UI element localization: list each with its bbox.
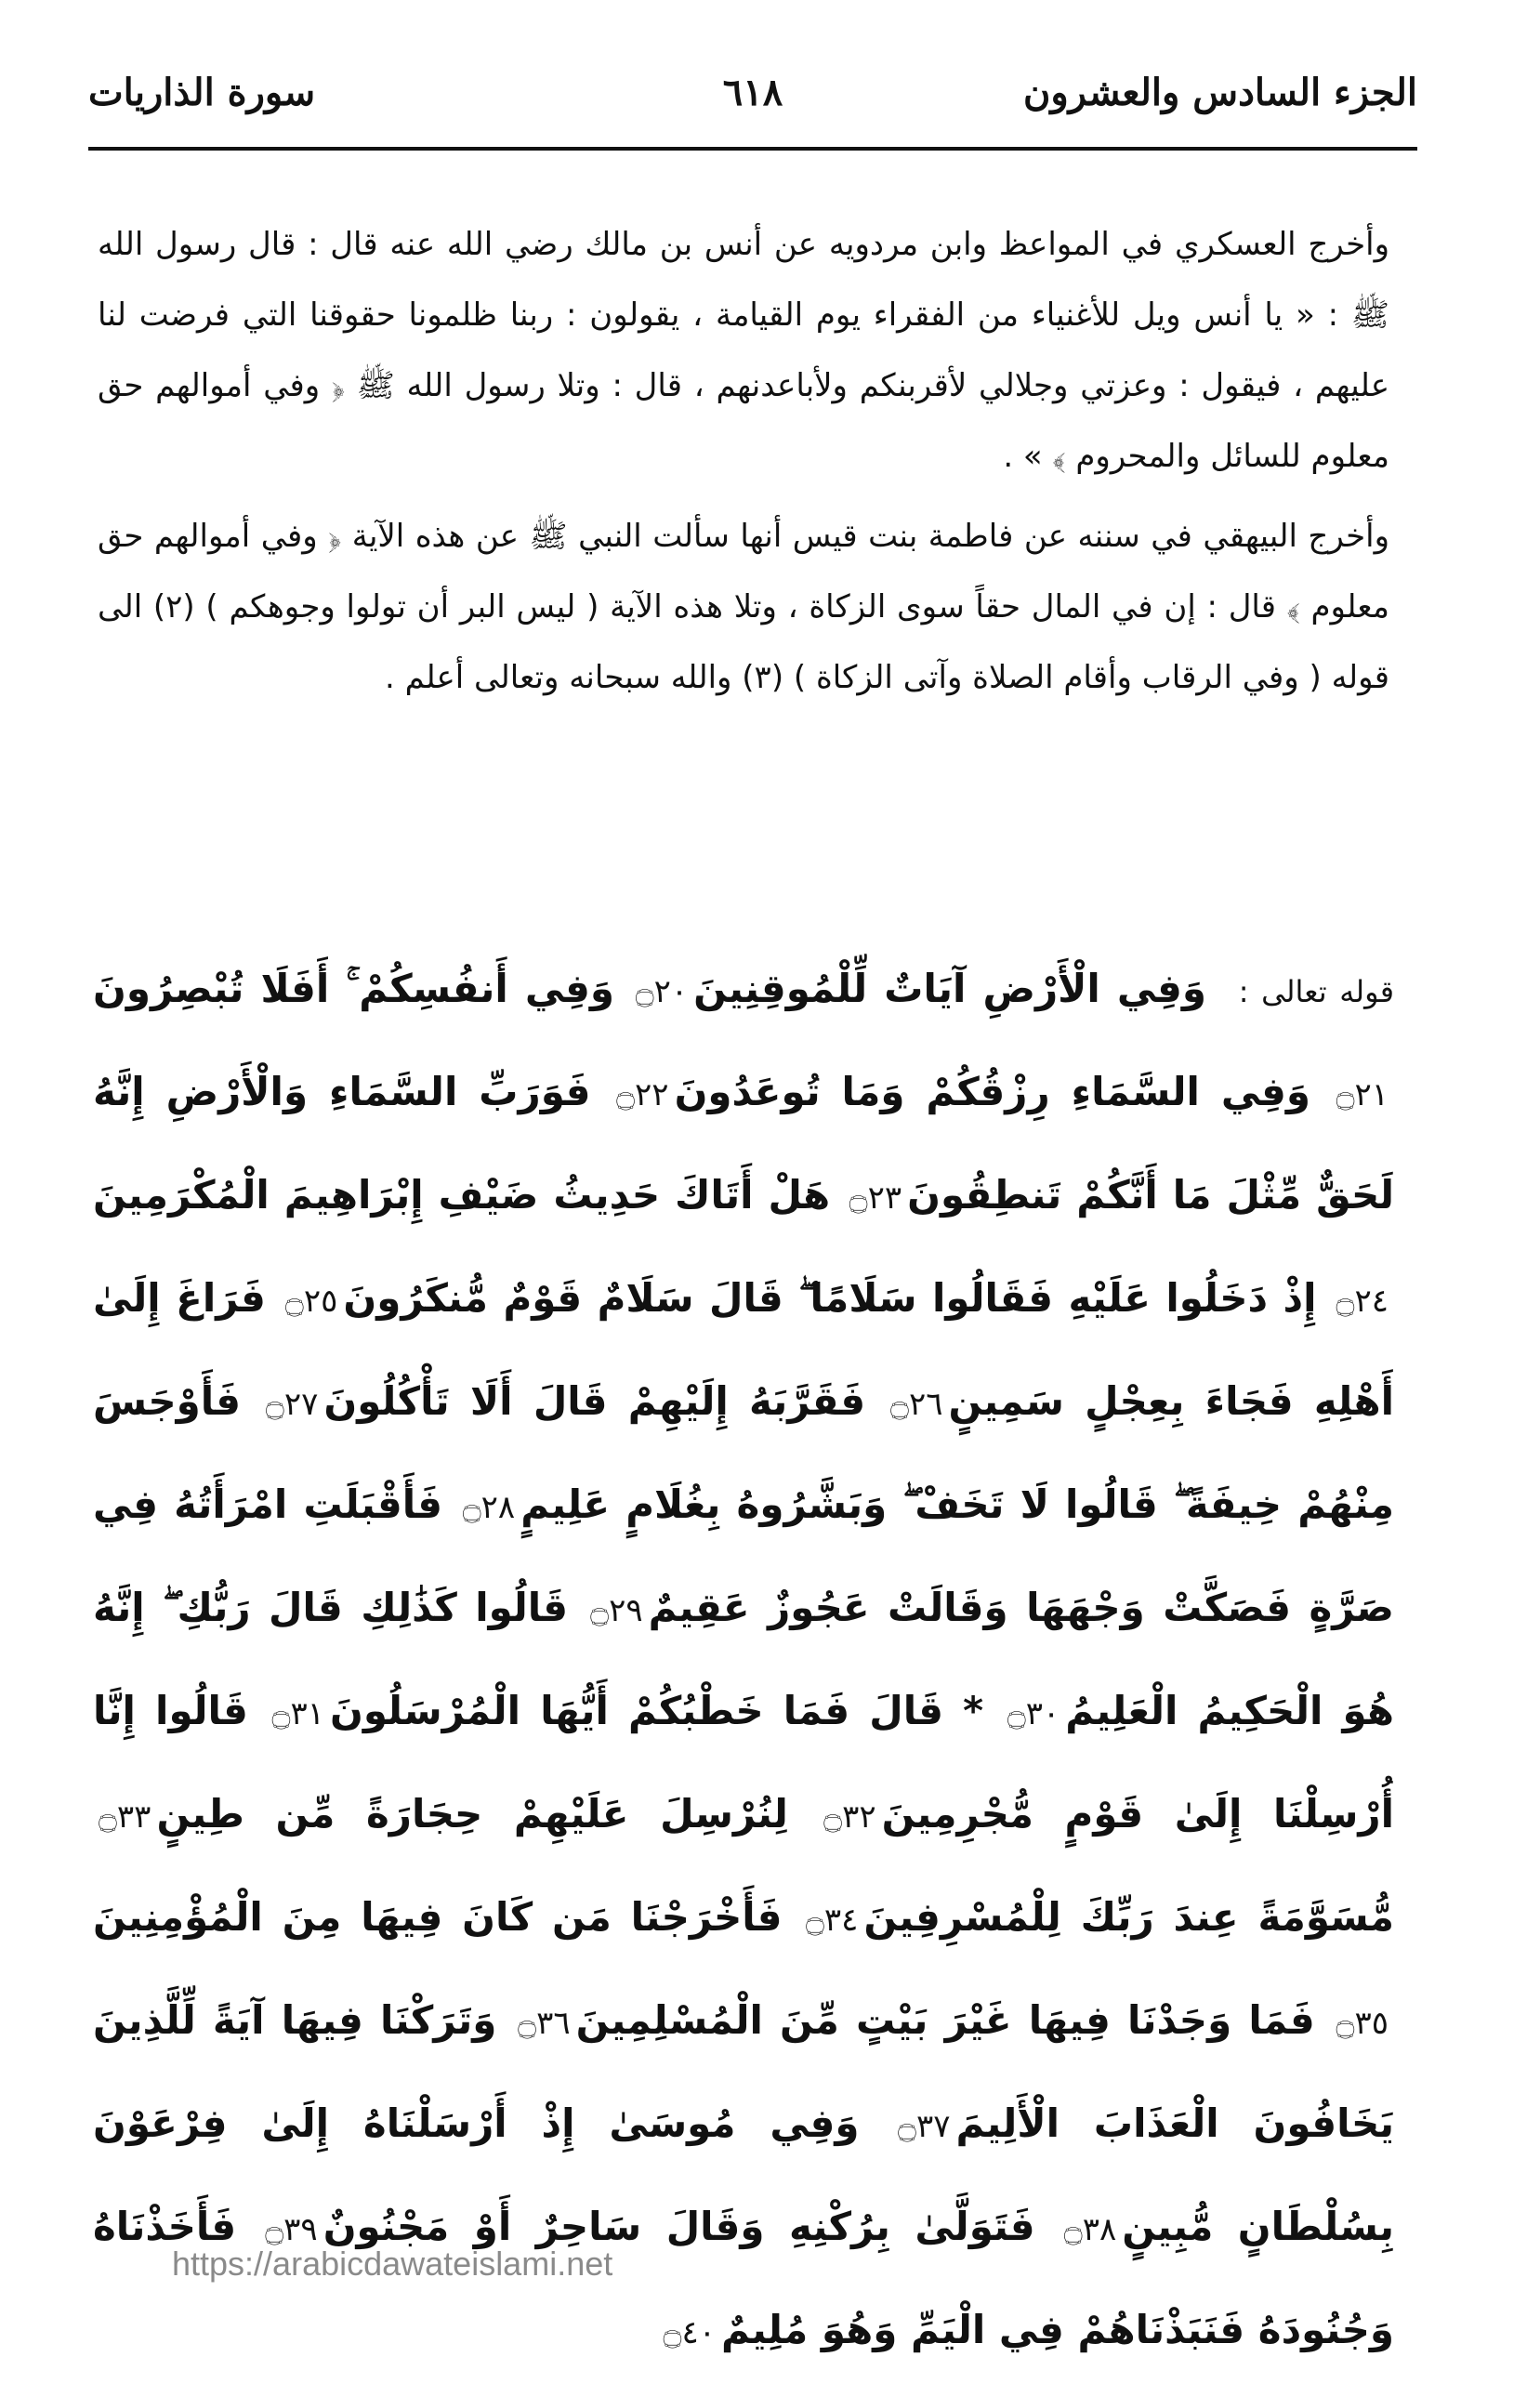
verse-text: * قَالَ فَمَا خَطْبُكُمْ أَيُّهَا الْمُرْسَلُونَ: [330, 1688, 984, 1733]
verse-text: فَأَخْرَجْنَا مَن كَانَ فِيهَا مِنَ الْمُؤْمِنِينَ: [93, 1894, 783, 1940]
ayah-number: ۝٢٦: [890, 1386, 943, 1423]
verse-text: هَلْ أَتَاكَ حَدِيثُ ضَيْفِ إِبْرَاهِيمَ الْمُكْرَمِينَ: [93, 1172, 831, 1218]
commentary-paragraph: وأخرج البيهقي في سننه عن فاطمة بنت قيس أنها سألت النبي ﷺ عن هذه الآية ﴿ وفي أموالهم حق معلوم ﴾ قال : إن في المال حقاً سوى الزكاة ، وتلا هذه الآية ( ليس البر أن تولوا وجوهكم ) (٢) الى قوله ( وفي الرقاب وأقام الصلاة وآتى الزكاة ) (٣) والله سبحانه وتعالى أعلم .: [98, 518, 1389, 696]
verse-text: فَأَخَذْنَاهُ وَجُنُودَهُ فَنَبَذْنَاهُمْ فِي الْيَمِّ وَهُوَ مُلِيمٌ: [93, 2204, 1394, 2352]
verse-text: فَأَوْجَسَ مِنْهُمْ خِيفَةً ۖ قَالُوا لَا تَخَفْ ۖ وَبَشَّرُوهُ بِغُلَامٍ عَلِيمٍ: [93, 1378, 1395, 1527]
ayah-number: ۝٢٥: [284, 1283, 338, 1320]
ayah-number: ۝٢٠: [635, 973, 689, 1010]
quran-passage: [93, 939, 1394, 2383]
verse-text: مُّسَوَّمَةً عِندَ رَبِّكَ لِلْمُسْرِفِينَ: [863, 1894, 1394, 1940]
verse-text: وَفِي مُوسَىٰ إِذْ أَرْسَلْنَاهُ إِلَىٰ فِرْعَوْنَ بِسُلْطَانٍ مُّبِينٍ: [93, 2100, 1394, 2249]
verse-text: فَتَوَلَّىٰ بِرُكْنِهِ وَقَالَ سَاحِرٌ أَوْ مَجْنُونٌ: [322, 2204, 1035, 2249]
page-header: [88, 65, 1417, 139]
ayah-number: ۝٣٦: [518, 2005, 571, 2042]
verse-text: فَرَاغَ إِلَىٰ أَهْلِهِ فَجَاءَ بِعِجْلٍ سَمِينٍ: [93, 1275, 1395, 1424]
ayah-number: ۝٣٩: [265, 2211, 318, 2248]
ayah-number: ۝٢١: [1336, 1076, 1389, 1113]
watermark-url: https://arabicdawateislami.net: [172, 2245, 613, 2283]
ayah-number: ۝٢٣: [849, 1179, 902, 1217]
ayah-number: ۝٢٧: [265, 1386, 319, 1423]
ayah-number: ۝٢٤: [1336, 1283, 1389, 1320]
verse-text: فَوَرَبِّ السَّمَاءِ وَالْأَرْضِ إِنَّهُ لَحَقٌّ مِّثْلَ مَا أَنَّكُمْ تَنطِقُونَ: [93, 1069, 1395, 1218]
verse-text: فَقَرَّبَهُ إِلَيْهِمْ قَالَ أَلَا تَأْكُلُونَ: [323, 1378, 866, 1424]
verse-text: قَالُوا إِنَّا أُرْسِلْنَا إِلَىٰ قَوْمٍ مُّجْرِمِينَ: [93, 1688, 1394, 1837]
verse-text: فَأَقْبَلَتِ امْرَأَتُهُ فِي صَرَّةٍ فَصَكَّتْ وَجْهَهَا وَقَالَتْ عَجُوزٌ عَقِيمٌ: [93, 1481, 1394, 1630]
ayah-number: ۝٣٣: [99, 1798, 151, 1836]
ayah-number: ۝٢٩: [590, 1592, 643, 1629]
quran-lead: قوله تعالى :: [1238, 974, 1395, 1009]
verse-text: فَمَا وَجَدْنَا فِيهَا غَيْرَ بَيْتٍ مِّنَ الْمُسْلِمِينَ: [575, 1997, 1315, 2043]
verse-text: وَفِي أَنفُسِكُمْ ۚ أَفَلَا تُبْصِرُونَ: [93, 966, 614, 1011]
ayah-number: ۝٣٨: [1063, 2211, 1117, 2248]
ayah-number: ۝٣٢: [823, 1798, 876, 1836]
ayah-number: ۝٣٥: [1336, 2005, 1389, 2042]
verse-text: لِنُرْسِلَ عَلَيْهِمْ حِجَارَةً مِّن طِينٍ: [156, 1791, 788, 1837]
ayah-number: ۝٤٠: [663, 2314, 716, 2351]
commentary-paragraph: وأخرج العسكري في المواعظ وابن مردويه عن أنس بن مالك رضي الله عنه قال : قال رسول الله ﷺ : « يا أنس ويل للأغنياء من الفقراء يوم القيامة ، يقولون : ربنا ظلمونا حقوقنا التي فرضت لنا عليهم ، فيقول : وعزتي وجلالي لأقربنكم ولأباعدنهم ، قال : وتلا رسول الله ﷺ ﴿ وفي أموالهم حق معلوم للسائل والمحروم ﴾ » .: [98, 226, 1389, 475]
juz-title: الجزء السادس والعشرون: [1022, 71, 1417, 114]
verse-text: وَتَرَكْنَا فِيهَا آيَةً لِّلَّذِينَ يَخَافُونَ الْعَذَابَ الْأَلِيمَ: [93, 1997, 1394, 2146]
page-number: ٦١٨: [722, 71, 783, 114]
ayah-number: ۝٣٤: [805, 1902, 859, 1939]
ayah-number: ۝٢٨: [462, 1489, 516, 1526]
verse-text: وَفِي السَّمَاءِ رِزْقُكُمْ وَمَا تُوعَدُونَ: [674, 1069, 1310, 1114]
ayah-number: ۝٢٢: [616, 1076, 669, 1113]
ayah-number: ۝٣١: [271, 1695, 324, 1732]
verse-text: وَفِي الْأَرْضِ آيَاتٌ لِّلْمُوقِنِينَ: [693, 966, 1206, 1011]
header-divider: [88, 147, 1417, 151]
ayah-number: ۝٣٠: [1007, 1695, 1060, 1732]
ayah-number: ۝٣٧: [898, 2108, 951, 2145]
surah-title: سورة الذاريات: [88, 71, 316, 114]
verse-text: إِذْ دَخَلُوا عَلَيْهِ فَقَالُوا سَلَامًا ۖ قَالَ سَلَامٌ قَوْمٌ مُّنكَرُونَ: [343, 1275, 1317, 1321]
verse-text: قَالُوا كَذَٰلِكِ قَالَ رَبُّكِ ۖ إِنَّهُ هُوَ الْحَكِيمُ الْعَلِيمُ: [93, 1585, 1394, 1733]
commentary-text: [98, 209, 1389, 722]
